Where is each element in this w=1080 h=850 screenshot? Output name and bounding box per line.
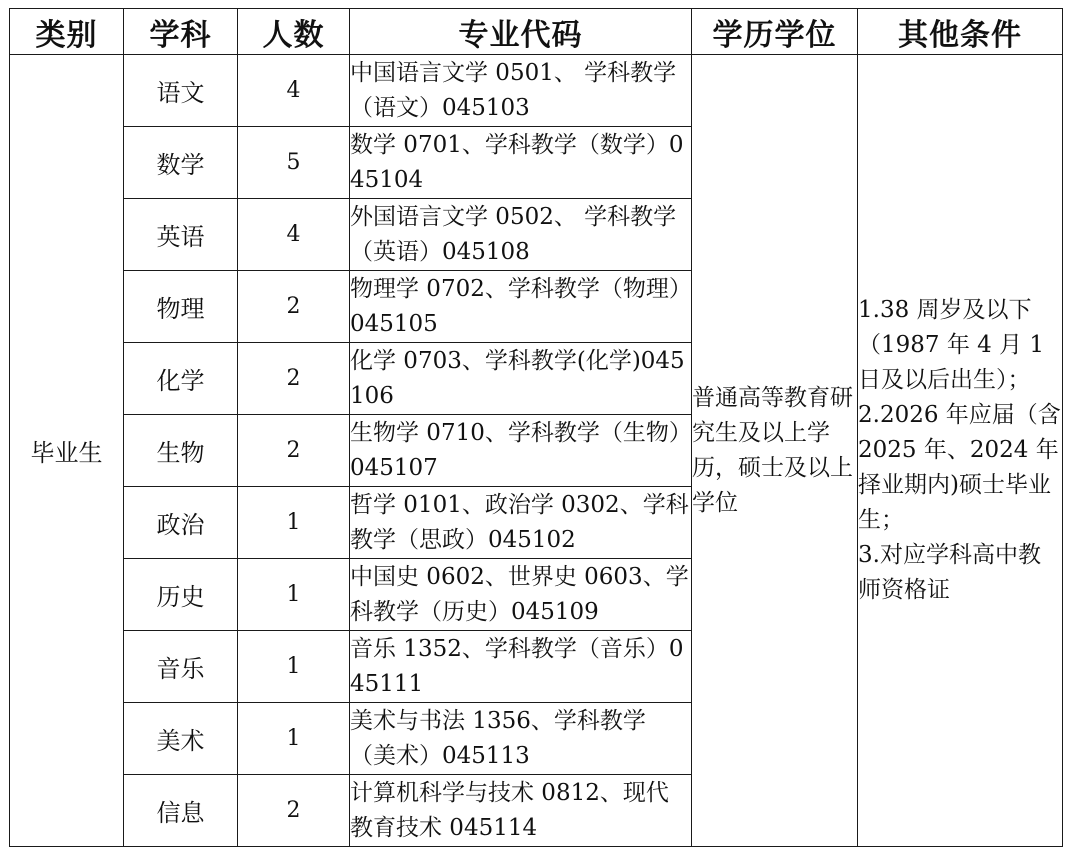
count-cell: 4 xyxy=(238,55,350,127)
count-cell: 2 xyxy=(238,415,350,487)
header-row xyxy=(10,9,1063,55)
count-cell: 1 xyxy=(238,631,350,703)
header-degree: 学历学位 xyxy=(692,9,858,55)
major-code-cell: 物理学 0702、学科教学（物理）045105 xyxy=(350,271,692,343)
count-cell: 2 xyxy=(238,775,350,847)
subject-cell: 数学 xyxy=(124,127,238,199)
subject-cell: 语文 xyxy=(124,55,238,127)
count-cell: 5 xyxy=(238,127,350,199)
count-cell: 1 xyxy=(238,487,350,559)
condition-item: 2.2026 年应届（含 2025 年、2024 年择业期内)硕士毕业生； xyxy=(858,402,1061,533)
subject-cell: 信息 xyxy=(124,775,238,847)
major-code-cell: 化学 0703、学科教学(化学)045106 xyxy=(350,343,692,415)
condition-item: 1.38 周岁及以下（1987 年 4 月 1 日及以后出生）； xyxy=(858,297,1045,393)
category-cell: 毕业生 xyxy=(10,55,124,847)
count-cell: 2 xyxy=(238,343,350,415)
recruitment-table xyxy=(9,8,1063,847)
subject-cell: 美术 xyxy=(124,703,238,775)
header-subject: 学科 xyxy=(124,9,238,55)
subject-cell: 化学 xyxy=(124,343,238,415)
count-cell: 1 xyxy=(238,703,350,775)
count-cell: 2 xyxy=(238,271,350,343)
major-code-cell: 计算机科学与技术 0812、现代教育技术 045114 xyxy=(350,775,692,847)
subject-cell: 音乐 xyxy=(124,631,238,703)
subject-cell: 物理 xyxy=(124,271,238,343)
major-code-cell: 外国语言文学 0502、 学科教学（英语）045108 xyxy=(350,199,692,271)
condition-item: 3.对应学科高中教师资格证 xyxy=(858,542,1041,603)
table-row xyxy=(10,55,1063,127)
header-count: 人数 xyxy=(238,9,350,55)
count-cell: 4 xyxy=(238,199,350,271)
major-code-cell: 哲学 0101、政治学 0302、学科教学（思政）045102 xyxy=(350,487,692,559)
subject-cell: 政治 xyxy=(124,487,238,559)
count-cell: 1 xyxy=(238,559,350,631)
subject-cell: 英语 xyxy=(124,199,238,271)
major-code-cell: 生物学 0710、学科教学（生物）045107 xyxy=(350,415,692,487)
major-code-cell: 数学 0701、学科教学（数学）045104 xyxy=(350,127,692,199)
major-code-cell: 音乐 1352、学科教学（音乐）045111 xyxy=(350,631,692,703)
header-major-code: 专业代码 xyxy=(350,9,692,55)
degree-requirement-cell: 普通高等教育研究生及以上学历，硕士及以上学位 xyxy=(692,55,858,847)
header-category: 类别 xyxy=(10,9,124,55)
major-code-cell: 美术与书法 1356、学科教学（美术）045113 xyxy=(350,703,692,775)
other-conditions-cell xyxy=(858,55,1063,847)
subject-cell: 历史 xyxy=(124,559,238,631)
subject-cell: 生物 xyxy=(124,415,238,487)
major-code-cell: 中国语言文学 0501、 学科教学（语文）045103 xyxy=(350,55,692,127)
header-other-conditions: 其他条件 xyxy=(858,9,1063,55)
major-code-cell: 中国史 0602、世界史 0603、学科教学（历史）045109 xyxy=(350,559,692,631)
